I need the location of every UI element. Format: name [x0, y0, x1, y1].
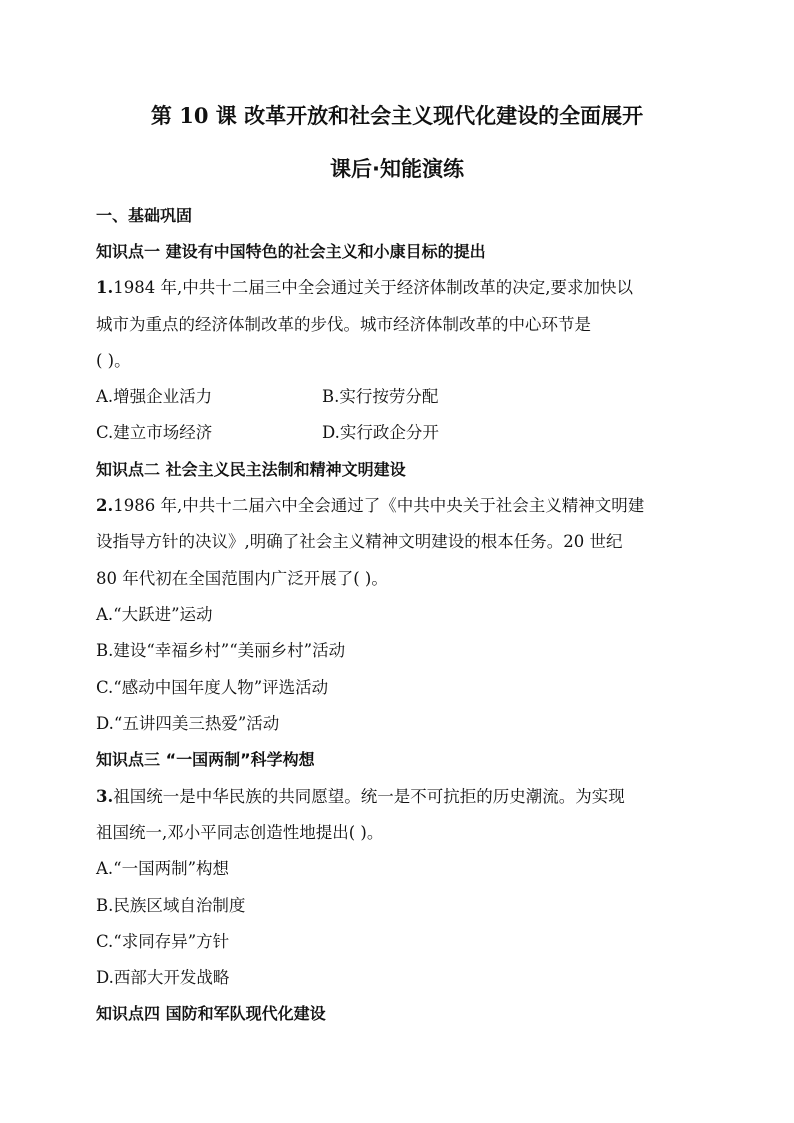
- question-1-option-a: A.增强企业活力: [96, 387, 213, 406]
- question-1-option-b: B.实行按劳分配: [322, 387, 439, 406]
- question-1-line-1: [96, 278, 706, 298]
- question-1-line-2: 城市为重点的经济体制改革的步伐。城市经济体制改革的中心环节是: [96, 315, 591, 334]
- knowledge-point-1-heading: 知识点一 建设有中国特色的社会主义和小康目标的提出: [96, 242, 486, 261]
- knowledge-point-2-heading: 知识点二 社会主义民主法制和精神文明建设: [96, 460, 406, 479]
- question-2-line-1: [96, 496, 706, 516]
- question-1-line-3: ( )。: [96, 351, 131, 370]
- question-2-line-3: 80 年代初在全国范围内广泛开展了( )。: [96, 569, 388, 588]
- question-2-option-d: D.“五讲四美三热爱”活动: [96, 714, 280, 733]
- section-subtitle: 课后·知能演练: [330, 157, 464, 181]
- section-heading: 一、基础巩固: [96, 206, 193, 225]
- knowledge-point-4-heading: 知识点四 国防和军队现代化建设: [96, 1004, 326, 1023]
- question-1-option-d: D.实行政企分开: [322, 423, 439, 442]
- question-2-text-1: 1986 年,中共十二届六中全会通过了《中共中央关于社会主义精神文明建: [113, 496, 645, 515]
- question-3-line-2: 祖国统一,邓小平同志创造性地提出( )。: [96, 823, 384, 842]
- question-2-number: 2.: [96, 496, 114, 515]
- question-3-text-1: 祖国统一是中华民族的共同愿望。统一是不可抗拒的历史潮流。为实现: [113, 787, 625, 806]
- question-3-option-d: D.西部大开发战略: [96, 968, 230, 987]
- lesson-title: 第 10 课 改革开放和社会主义现代化建设的全面展开: [150, 103, 644, 128]
- question-3-option-b: B.民族区域自治制度: [96, 896, 246, 915]
- question-1-option-c: C.建立市场经济: [96, 423, 213, 442]
- question-2-line-2: 设指导方针的决议》,明确了社会主义精神文明建设的根本任务。20 世纪: [96, 532, 623, 551]
- question-1-text-1: 1984 年,中共十二届三中全会通过关于经济体制改革的决定,要求加快以: [113, 278, 633, 297]
- question-2-option-b: B.建设“幸福乡村”“美丽乡村”活动: [96, 641, 346, 660]
- question-3-option-a: A.“一国两制”构想: [96, 859, 230, 878]
- question-2-option-c: C.“感动中国年度人物”评选活动: [96, 678, 329, 697]
- question-2-option-a: A.“大跃进”运动: [96, 605, 213, 624]
- question-3-number: 3.: [96, 787, 114, 806]
- question-3-line-1: [96, 787, 706, 807]
- question-1-number: 1.: [96, 278, 114, 297]
- question-3-option-c: C.“求同存异”方针: [96, 932, 230, 951]
- knowledge-point-3-heading: 知识点三 “一国两制”科学构想: [96, 750, 315, 769]
